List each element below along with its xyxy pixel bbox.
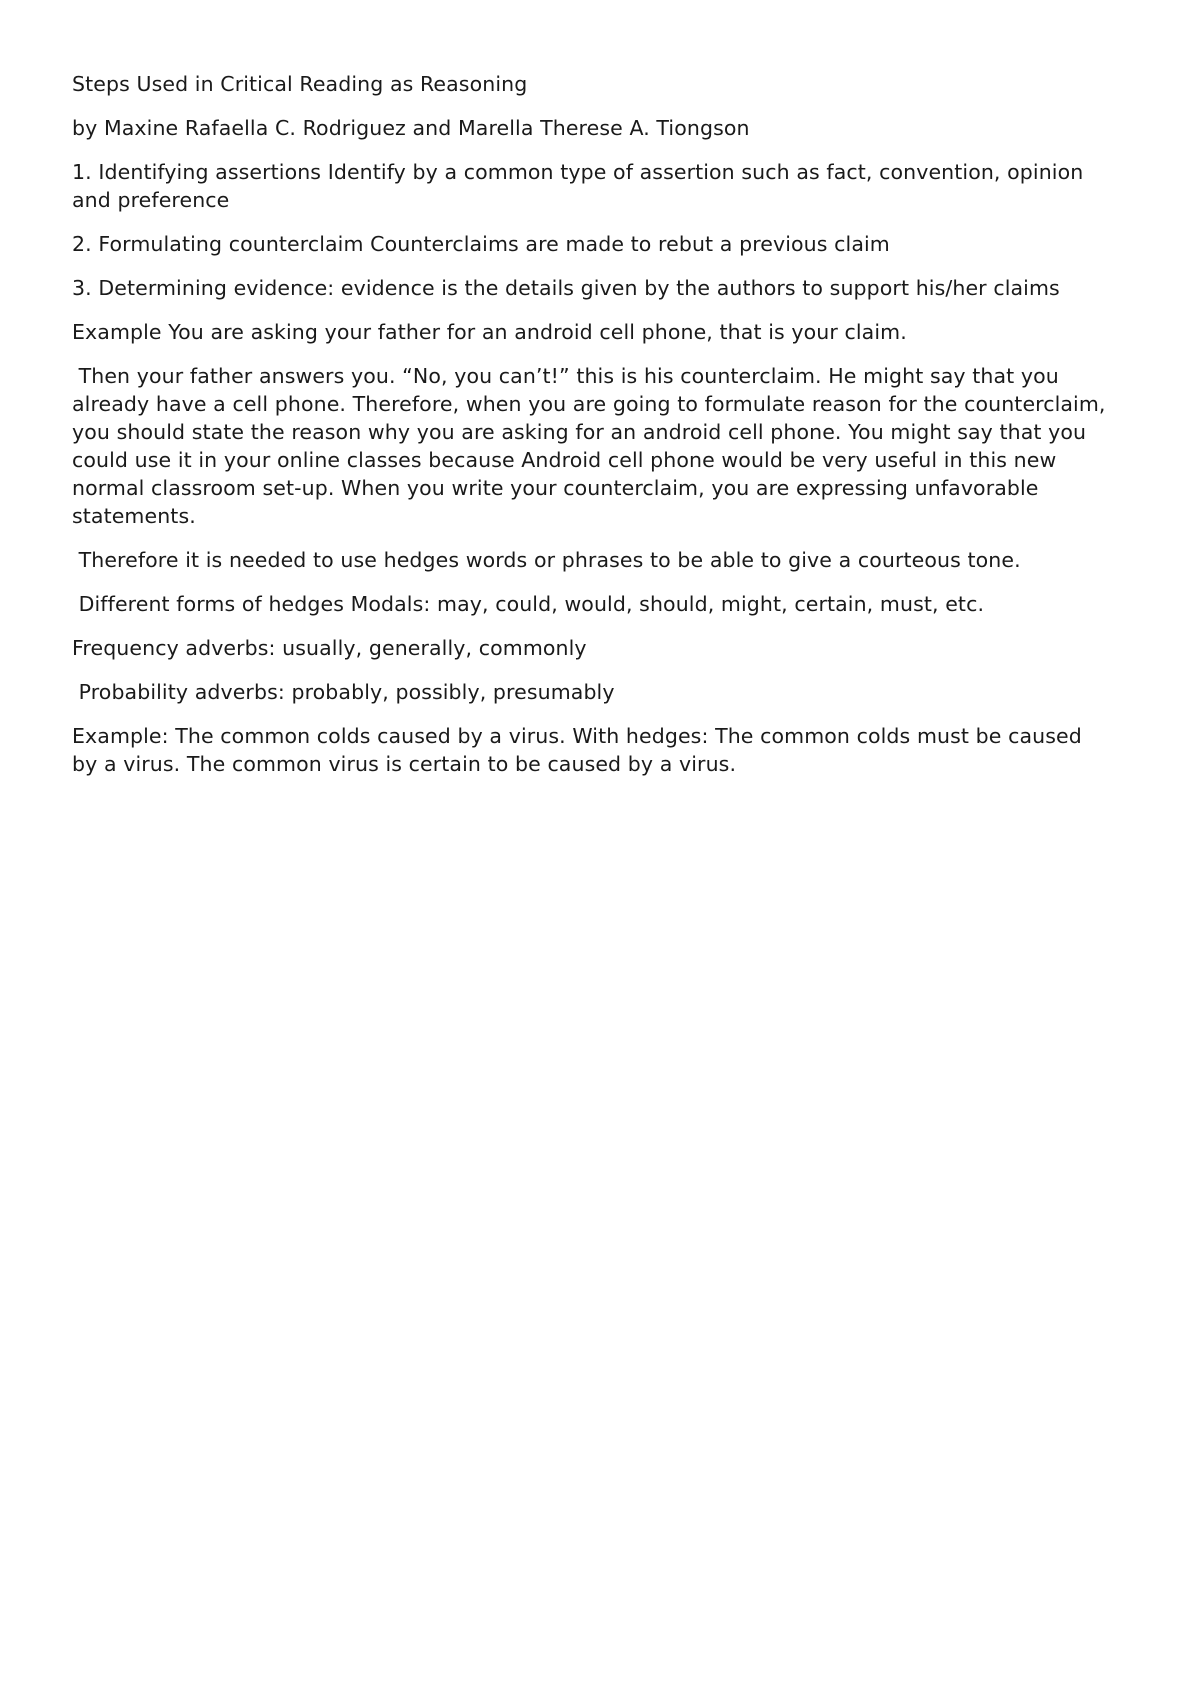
document-title: Steps Used in Critical Reading as Reasoning xyxy=(72,72,528,96)
paragraph-counterclaim: Then your father answers you. “No, you can’t!” this is his counterclaim. He might say that you already have a cell phone. Therefore, when you are going to formulate reason for the counterclaim, you should state the reason why you are asking for an android cell phone. You might say that you could use it in your online classes because Android cell phone would be very useful in this new normal classroom set-up. When you write your counterclaim, you are expressing unfavorable statements. xyxy=(72,364,1113,528)
paragraph-frequency-adverbs: Frequency adverbs: usually, generally, commonly xyxy=(72,636,587,660)
document-byline: by Maxine Rafaella C. Rodriguez and Marella Therese A. Tiongson xyxy=(72,116,750,140)
paragraph-example-claim: Example You are asking your father for an android cell phone, that is your claim. xyxy=(72,320,907,344)
paragraph-hedges-modals: Different forms of hedges Modals: may, could, would, should, might, certain, must, etc. xyxy=(72,592,985,616)
paragraph-step-3: 3. Determining evidence: evidence is the details given by the authors to support his/her claims xyxy=(72,276,1060,300)
paragraph-step-1: 1. Identifying assertions Identify by a common type of assertion such as fact, convention, opinion and preference xyxy=(72,160,1090,212)
paragraph-hedges-intro: Therefore it is needed to use hedges words or phrases to be able to give a courteous tone. xyxy=(72,548,1021,572)
paragraph-step-2: 2. Formulating counterclaim Counterclaims are made to rebut a previous claim xyxy=(72,232,890,256)
paragraph-probability-adverbs: Probability adverbs: probably, possibly, presumably xyxy=(72,680,615,704)
paragraph-example-hedges: Example: The common colds caused by a virus. With hedges: The common colds must be caused by a virus. The common virus is certain to be caused by a virus. xyxy=(72,724,1089,776)
